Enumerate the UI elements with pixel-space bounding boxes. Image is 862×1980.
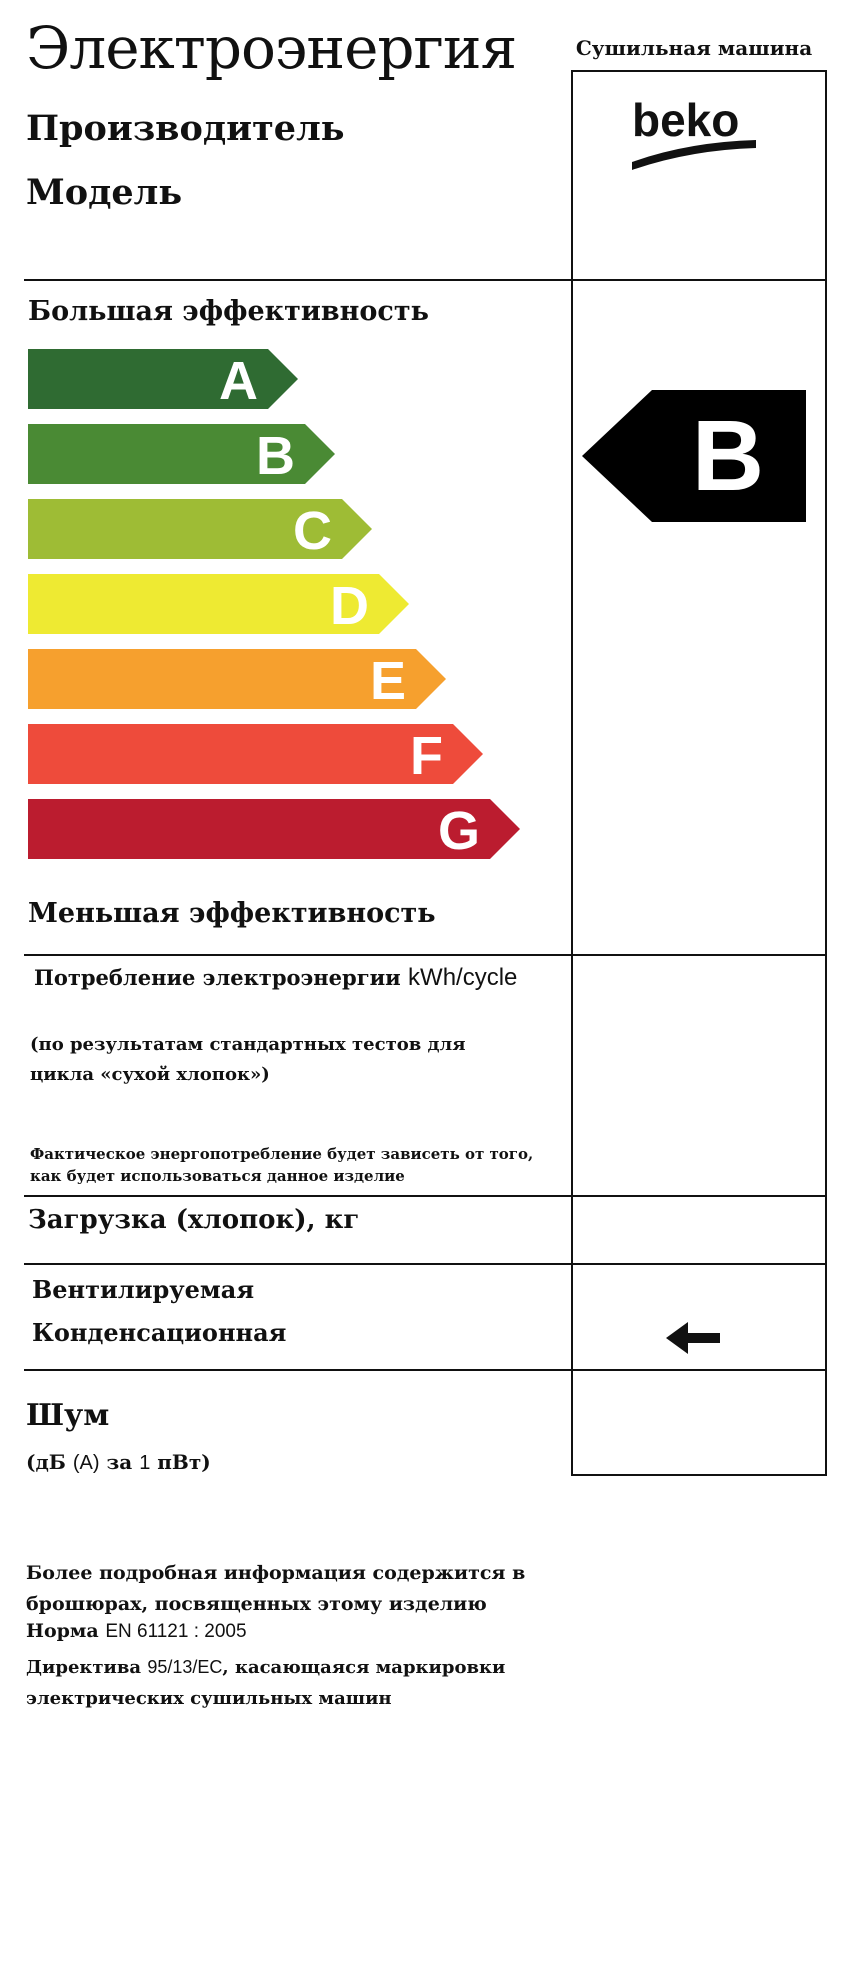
directive-text bbox=[26, 1652, 646, 1714]
more-info-line2: брошюрах, посвященных этому изделию bbox=[26, 1593, 487, 1615]
more-info-line1: Более подробная информация содержится в bbox=[26, 1562, 526, 1584]
label-title: Электроэнергия bbox=[26, 14, 517, 82]
high-efficiency-label: Большая эффективность bbox=[28, 296, 429, 327]
consumption-label-text: Потребление электроэнергии bbox=[34, 965, 401, 990]
efficiency-bar-b bbox=[28, 424, 335, 486]
test-note-line1: (по результатам стандартных тестов для bbox=[30, 1034, 466, 1055]
actual-consumption-note bbox=[30, 1143, 550, 1187]
norm-line bbox=[26, 1620, 247, 1643]
efficiency-bar-d bbox=[28, 574, 409, 636]
actual-note-line2: как будет использоваться данное изделие bbox=[30, 1167, 405, 1185]
efficiency-bar-c bbox=[28, 499, 372, 561]
efficiency-bar-a bbox=[28, 349, 298, 411]
test-note-line2: цикла «сухой хлопок») bbox=[30, 1064, 270, 1085]
efficiency-bar-letter: B bbox=[256, 426, 295, 486]
directive-value: 95/13/EC bbox=[147, 1657, 223, 1677]
efficiency-bar-e bbox=[28, 649, 446, 711]
norm-label: Норма bbox=[26, 1620, 106, 1642]
efficiency-bar-f bbox=[28, 724, 483, 786]
low-efficiency-label: Меньшая эффективность bbox=[28, 898, 436, 929]
efficiency-bar-letter: G bbox=[437, 801, 480, 861]
vented-label: Вентилируемая bbox=[32, 1275, 255, 1304]
noise-label: Шум bbox=[26, 1398, 110, 1433]
efficiency-bar-letter: D bbox=[330, 576, 369, 636]
noise-unit-suffix: пВт) bbox=[150, 1450, 211, 1474]
logo-text: beko bbox=[632, 94, 740, 146]
load-label: Загрузка (хлопок), кг bbox=[28, 1205, 360, 1235]
rated-class-arrow bbox=[580, 388, 810, 528]
manufacturer-label: Производитель bbox=[26, 108, 345, 149]
efficiency-bar-letter: E bbox=[369, 651, 406, 711]
directive-line1 bbox=[26, 1652, 646, 1683]
efficiency-bar-letter: C bbox=[293, 501, 332, 561]
divider-consumption bbox=[24, 1195, 825, 1197]
directive-rest: , касающаяся маркировки bbox=[222, 1657, 506, 1678]
test-note bbox=[30, 1030, 550, 1090]
noise-unit-a: (A) bbox=[72, 1452, 100, 1474]
efficiency-bar-letter: A bbox=[219, 351, 258, 411]
actual-note-line1: Фактическое энергопотребление будет зависеть от того, bbox=[30, 1145, 534, 1163]
efficiency-bar-letter: F bbox=[410, 726, 443, 786]
divider-dryer-type bbox=[24, 1369, 825, 1371]
divider-load bbox=[24, 1263, 825, 1265]
noise-unit bbox=[26, 1450, 211, 1475]
divider-efficiency bbox=[24, 954, 825, 956]
efficiency-bar-g bbox=[28, 799, 520, 861]
condenser-label: Конденсационная bbox=[32, 1318, 287, 1347]
noise-unit-prefix: (дБ bbox=[26, 1450, 73, 1474]
norm-value: EN 61121 : 2005 bbox=[105, 1621, 247, 1642]
arrow-left-icon bbox=[664, 1318, 724, 1358]
directive-label: Директива bbox=[26, 1657, 148, 1678]
noise-unit-num: 1 bbox=[139, 1452, 151, 1474]
more-info-text bbox=[26, 1558, 626, 1620]
directive-line2: электрических сушильных машин bbox=[26, 1688, 392, 1709]
model-label: Модель bbox=[26, 172, 183, 213]
noise-unit-mid: за bbox=[99, 1450, 140, 1474]
consumption-label bbox=[34, 964, 517, 992]
product-type: Сушильная машина bbox=[575, 36, 813, 60]
rated-class-letter: B bbox=[691, 400, 765, 512]
consumption-unit: kWh/cycle bbox=[408, 964, 518, 991]
